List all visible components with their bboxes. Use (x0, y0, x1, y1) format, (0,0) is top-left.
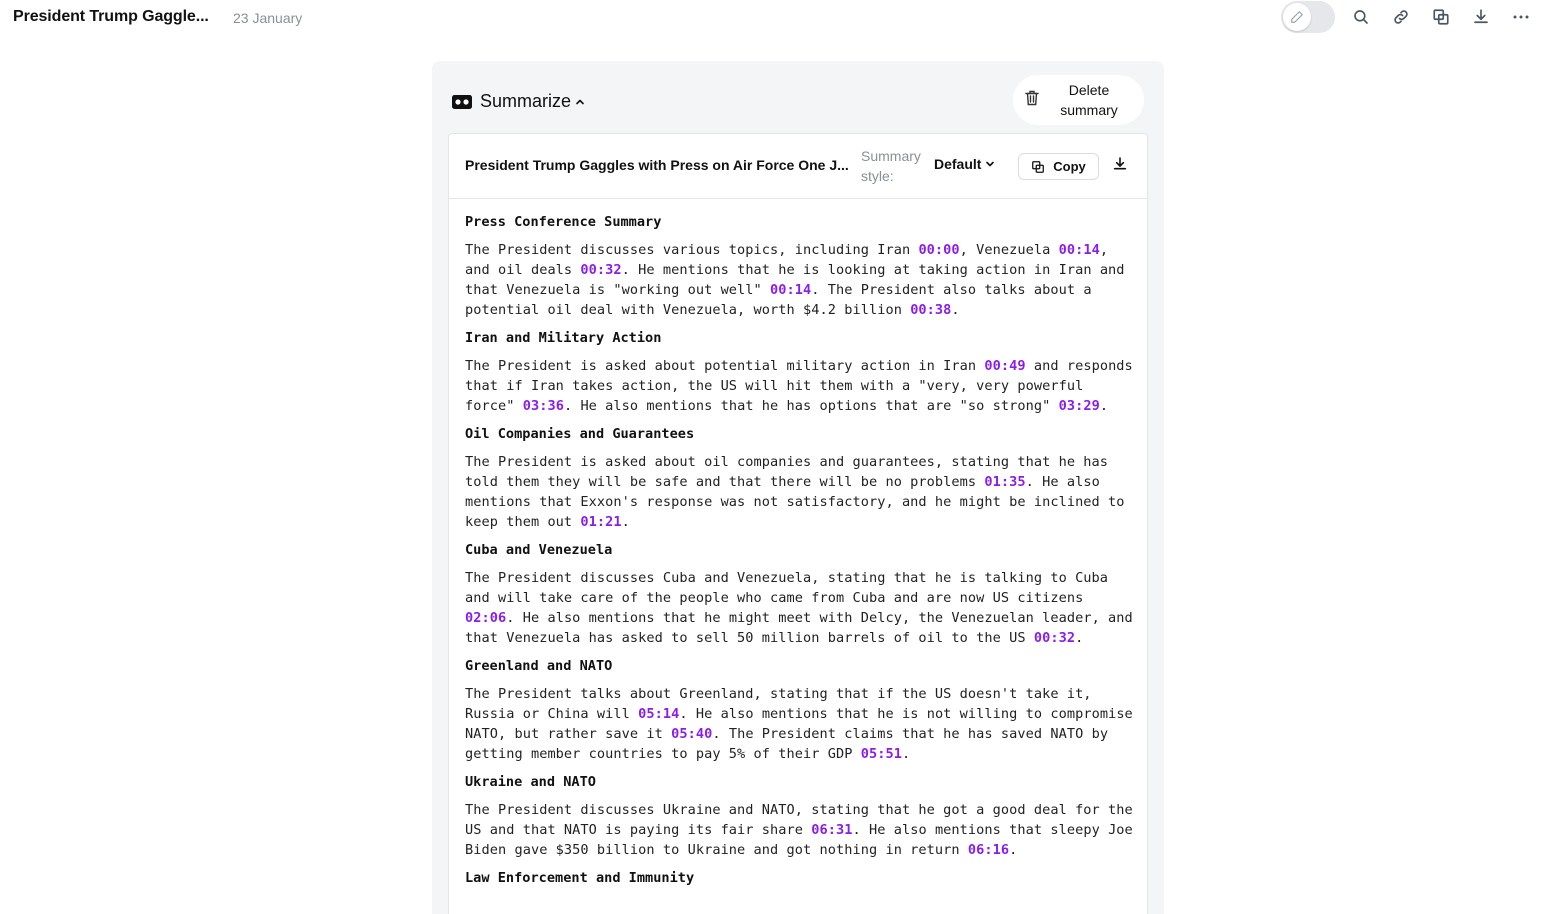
summary-text: . He also mentions that sleepy Joe Biden gave $350 billion to Ukraine and got nothing in return (465, 822, 1133, 858)
copy-button[interactable] (1018, 153, 1099, 180)
trash-icon (1025, 90, 1039, 106)
summary-section-heading: Greenland and NATO (465, 658, 613, 674)
summary-section-heading: Iran and Military Action (465, 330, 662, 346)
timestamp-link[interactable]: 03:36 (522, 398, 564, 414)
summary-text: The President discusses Ukraine and NATO, stating that he got a good deal for the US and that NATO is paying its fair share (465, 802, 1133, 838)
summarize-icon (452, 95, 472, 109)
summary-style-dropdown[interactable] (934, 156, 995, 172)
timestamp-link[interactable]: 00:14 (1058, 242, 1100, 258)
summary-section-body (465, 452, 1135, 532)
summary-section-body (465, 240, 1135, 320)
chevron-down-icon (985, 159, 995, 169)
document-date: 23 January (233, 10, 303, 26)
summary-text: , Venezuela (959, 242, 1059, 258)
timestamp-link[interactable]: 06:16 (967, 842, 1010, 858)
summary-text: . The President also talks about a potential oil deal with Venezuela, worth $4.2 billion (465, 282, 1092, 318)
timestamp-link[interactable]: 01:35 (984, 474, 1026, 490)
summary-text: . (901, 746, 911, 762)
toggle-knob (1283, 3, 1311, 31)
summary-section-heading: Oil Companies and Guarantees (465, 426, 695, 442)
summary-section-heading: Cuba and Venezuela (465, 542, 613, 558)
summary-text: . He mentions that he is looking at taking action in Iran and that Venezuela is "working out well" (465, 262, 1125, 298)
download-icon[interactable] (1469, 5, 1493, 29)
duplicate-icon[interactable] (1429, 5, 1453, 29)
summary-text: and responds that if Iran takes action, the US will hit them with a "very, very powerful force" (465, 358, 1133, 414)
timestamp-link[interactable]: 01:21 (580, 514, 622, 530)
copy-icon (1031, 160, 1045, 174)
timestamp-link[interactable]: 00:32 (1033, 630, 1076, 646)
timestamp-link[interactable]: 03:29 (1058, 398, 1100, 414)
timestamp-link[interactable]: 00:49 (984, 358, 1026, 374)
summary-text: The President talks about Greenland, stating that if the US doesn't take it, Russia or China will (465, 686, 1092, 722)
timestamp-link[interactable]: 06:31 (811, 822, 853, 838)
timestamp-link[interactable]: 00:38 (910, 302, 952, 318)
download-summary-button[interactable] (1112, 156, 1128, 177)
document-title[interactable]: President Trump Gaggle... (13, 8, 209, 25)
copy-label: Copy (1053, 159, 1086, 174)
timestamp-link[interactable]: 00:14 (770, 282, 812, 298)
summary-source-title: President Trump Gaggles with Press on Air Force One J... (465, 157, 849, 173)
summary-style-label: Summary style: (861, 148, 921, 184)
delete-summary-label: Delete summary (1060, 82, 1118, 118)
pencil-icon (1290, 10, 1304, 24)
summary-section-body (465, 356, 1135, 416)
summary-card-header (449, 134, 1147, 199)
summary-section-body (465, 800, 1135, 860)
summary-text: . He also mentions that he might meet with Delcy, the Venezuelan leader, and that Venezuela has asked to sell 50 million barrels of oil to the US (465, 610, 1133, 646)
summarize-label: Summarize (480, 91, 572, 111)
summary-text: . (621, 514, 630, 530)
summary-content (465, 212, 1135, 888)
chevron-up-icon (575, 97, 585, 107)
timestamp-link[interactable]: 00:00 (918, 242, 960, 258)
timestamp-link[interactable]: 05:51 (860, 746, 902, 762)
summary-section-heading: Press Conference Summary (465, 214, 662, 230)
download-icon (1112, 156, 1128, 172)
edit-mode-toggle[interactable] (1281, 1, 1335, 33)
summary-style-value: Default (934, 156, 982, 172)
summary-section-heading: Law Enforcement and Immunity (465, 870, 695, 886)
summary-section-body (465, 568, 1135, 648)
summary-text: . He also mentions that he is not willing to compromise NATO, but rather save it (465, 706, 1133, 742)
search-icon[interactable] (1349, 5, 1373, 29)
summarize-toggle[interactable] (452, 91, 585, 112)
summary-text: . (1075, 630, 1084, 646)
summary-text: The President discusses various topics, including Iran (465, 242, 919, 258)
timestamp-link[interactable]: 05:14 (638, 706, 680, 722)
summary-text: The President discusses Cuba and Venezuela, stating that he is talking to Cuba and will take care of the people who came from Cuba and are now US citizens (465, 570, 1109, 606)
summary-text: , and oil deals (465, 242, 1109, 278)
summary-text: The President is asked about potential military action in Iran (465, 358, 985, 374)
delete-summary-button[interactable] (1013, 75, 1144, 125)
link-icon[interactable] (1389, 5, 1413, 29)
summary-text: . (1099, 398, 1109, 414)
summary-text: The President is asked about oil companies and guarantees, stating that he has told them they will be safe and that there will be no problems (465, 454, 1109, 490)
summary-card (448, 133, 1148, 914)
timestamp-link[interactable]: 05:40 (671, 726, 713, 742)
timestamp-link[interactable]: 02:06 (465, 610, 507, 626)
summary-text: . He also mentions that Exxon's response was not satisfactory, and he might be inclined to keep them out (465, 474, 1125, 530)
summary-section-body (465, 684, 1135, 764)
summary-section-heading: Ukraine and NATO (465, 774, 596, 790)
summary-text: . He also mentions that he has options that are "so strong" (563, 398, 1059, 414)
top-bar (0, 0, 1550, 36)
more-icon[interactable] (1509, 5, 1533, 29)
summary-panel (432, 61, 1164, 914)
summary-text: . The President claims that he has saved NATO by getting member countries to pay 5% of their GDP (465, 726, 1109, 762)
summary-text: . (1009, 842, 1018, 858)
summary-text: . (951, 302, 960, 318)
timestamp-link[interactable]: 00:32 (580, 262, 622, 278)
